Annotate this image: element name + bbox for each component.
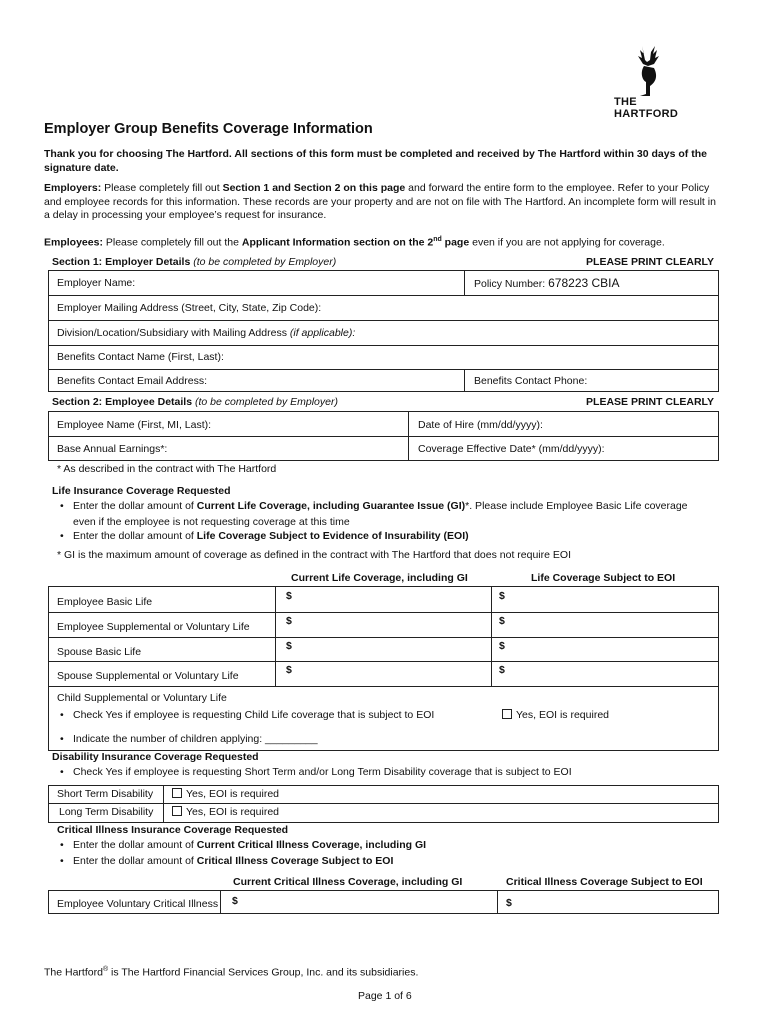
- employees-text-2: even if you are not applying for coverage.: [469, 236, 665, 249]
- section1-note: (to be completed by Employer): [193, 256, 337, 268]
- divider: [491, 586, 492, 686]
- page-title: Employer Group Benefits Coverage Information: [44, 121, 373, 137]
- coverage-effective-date-field[interactable]: Coverage Effective Date* (mm/dd/yyyy):: [418, 443, 605, 455]
- critical-b1a: Enter the dollar amount of: [73, 839, 197, 851]
- life-heading: Life Insurance Coverage Requested: [52, 485, 231, 497]
- short-term-disability-label: Short Term Disability: [57, 788, 154, 800]
- divider: [48, 803, 719, 804]
- divider: [497, 890, 498, 914]
- base-annual-earnings-field[interactable]: Base Annual Earnings*:: [57, 443, 168, 455]
- dollar-input[interactable]: $: [499, 590, 505, 602]
- page-number: Page 1 of 6: [358, 990, 412, 1002]
- employees-text-1: Please completely fill out the: [102, 236, 242, 249]
- division-field[interactable]: [57, 327, 355, 339]
- divider: [48, 612, 719, 613]
- employers-text-1: Please completely fill out: [101, 182, 223, 194]
- child-life-bullet-2[interactable]: • Indicate the number of children applying: _________: [73, 733, 318, 745]
- std-eoi-checkbox[interactable]: [172, 788, 279, 800]
- life-b2b: Life Coverage Subject to Evidence of Insurability (EOI): [196, 530, 469, 542]
- footer-b: is The Hartford Financial Services Group, Inc. and its subsidiaries.: [108, 966, 419, 979]
- divider: [48, 686, 719, 687]
- dollar-input[interactable]: $: [286, 590, 292, 602]
- life-row-spouse-supplemental: Spouse Supplemental or Voluntary Life: [57, 670, 239, 682]
- section2-heading: [52, 396, 338, 408]
- benefits-contact-email-field[interactable]: Benefits Contact Email Address:: [57, 375, 207, 387]
- life-bullet-2: [73, 530, 469, 542]
- disability-bullet: • Check Yes if employee is requesting Short Term and/or Long Term Disability coverage that is subject to EOI: [73, 766, 572, 778]
- life-b1a: Enter the dollar amount of: [73, 500, 197, 512]
- divider: [48, 369, 719, 370]
- footer-a: The Hartford: [44, 966, 103, 979]
- divider: [220, 890, 221, 914]
- life-row-employee-basic: Employee Basic Life: [57, 596, 153, 608]
- ltd-eoi-checkbox[interactable]: [172, 806, 279, 818]
- checkbox-icon: [172, 788, 182, 798]
- logo-line-1: THE: [614, 96, 637, 108]
- divider: [48, 661, 719, 662]
- logo-line-2: HARTFORD: [614, 108, 679, 120]
- employers-text-2: and forward the entire form to the employee. Refer to your Policy and employee records for this information. These records are your property and are not on file with The Hartford. An incomplete form will result in a delay in processing your employee’s request for insurance.: [44, 182, 716, 221]
- divider: [464, 369, 465, 392]
- benefits-contact-phone-field[interactable]: Benefits Contact Phone:: [474, 375, 588, 387]
- employees-bold: Applicant Information section on the 2: [241, 236, 434, 249]
- critical-row-label: Employee Voluntary Critical Illness: [57, 898, 219, 910]
- life-b1b: Current Life Coverage, including Guarantee Issue (GI): [196, 500, 466, 512]
- footer-reg: ®: [102, 966, 109, 973]
- gi-note: * GI is the maximum amount of coverage as defined in the contract with The Hartford that does not require EOI: [57, 549, 571, 561]
- division-label: Division/Location/Subsidiary with Mailing Address: [57, 327, 287, 339]
- life-table: [48, 586, 719, 751]
- divider: [163, 785, 164, 823]
- employers-instructions: [44, 182, 724, 223]
- employer-mailing-address-field[interactable]: Employer Mailing Address (Street, City, State, Zip Code):: [57, 302, 322, 314]
- life-row-employee-supplemental: Employee Supplemental or Voluntary Life: [57, 621, 250, 633]
- policy-number-field[interactable]: [474, 276, 620, 290]
- dollar-input[interactable]: $: [232, 895, 238, 907]
- std-eoi-label: Yes, EOI is required: [186, 788, 279, 800]
- life-row-spouse-basic: Spouse Basic Life: [57, 646, 142, 658]
- critical-b2b: Critical Illness Coverage Subject to EOI: [196, 855, 394, 867]
- checkbox-icon: [172, 806, 182, 816]
- date-of-hire-field[interactable]: Date of Hire (mm/dd/yyyy):: [418, 419, 543, 431]
- employees-lead: Employees:: [44, 236, 103, 249]
- section1-title: Section 1: Employer Details: [52, 256, 191, 268]
- divider: [275, 586, 276, 686]
- checkbox-icon: [502, 709, 512, 719]
- divider: [48, 320, 719, 321]
- ltd-eoi-label: Yes, EOI is required: [186, 806, 279, 818]
- critical-b1b: Current Critical Illness Coverage, including GI: [196, 839, 427, 851]
- employees-bold-2: page: [441, 236, 470, 249]
- child-eoi-checkbox[interactable]: [502, 709, 609, 721]
- divider: [48, 637, 719, 638]
- divider: [48, 345, 719, 346]
- employers-bold: Section 1 and Section 2 on this page: [222, 182, 406, 194]
- life-bullet-1: [73, 500, 688, 512]
- life-col-current: Current Life Coverage, including GI: [291, 572, 468, 584]
- dollar-input[interactable]: $: [286, 664, 292, 676]
- child-eoi-label: Yes, EOI is required: [516, 709, 609, 721]
- critical-col-current: Current Critical Illness Coverage, including GI: [233, 876, 463, 888]
- dollar-input[interactable]: $: [499, 664, 505, 676]
- section1-heading: [52, 256, 336, 268]
- division-note: (if applicable):: [289, 327, 356, 339]
- section1-print-clearly: PLEASE PRINT CLEARLY: [586, 256, 714, 268]
- benefits-contact-name-field[interactable]: Benefits Contact Name (First, Last):: [57, 351, 224, 363]
- footer-text: [44, 966, 418, 979]
- dollar-input[interactable]: $: [499, 640, 505, 652]
- intro-text: Thank you for choosing The Hartford. All sections of this form must be completed and received by The Hartford within 30 days of the signature date.: [44, 148, 707, 174]
- life-bullet-1-cont: even if the employee is not requesting coverage at this time: [73, 516, 350, 528]
- employers-lead: Employers:: [44, 182, 102, 194]
- section2-footnote: * As described in the contract with The Hartford: [57, 463, 277, 475]
- critical-bullet-1: [73, 839, 426, 851]
- dollar-input[interactable]: $: [499, 615, 505, 627]
- life-col-eoi: Life Coverage Subject to EOI: [531, 572, 676, 584]
- section2-print-clearly: PLEASE PRINT CLEARLY: [586, 396, 714, 408]
- critical-heading: Critical Illness Insurance Coverage Requested: [57, 824, 289, 836]
- child-life-title: Child Supplemental or Voluntary Life: [57, 692, 227, 704]
- divider: [408, 411, 409, 461]
- logo-wordmark: [614, 96, 678, 120]
- section2-note: (to be completed by Employer): [194, 396, 338, 408]
- dollar-input[interactable]: $: [286, 615, 292, 627]
- employer-name-field[interactable]: Employer Name:: [57, 277, 136, 289]
- dollar-input[interactable]: $: [286, 640, 292, 652]
- employees-instructions: [44, 233, 724, 250]
- life-b2a: Enter the dollar amount of: [73, 530, 197, 542]
- policy-number-value: 678223 CBIA: [548, 276, 620, 290]
- dollar-input[interactable]: $: [506, 897, 512, 909]
- child-life-bullet-1: • Check Yes if employee is requesting Child Life coverage that is subject to EOI: [73, 709, 434, 721]
- policy-number-label: Policy Number:: [474, 278, 546, 290]
- divider: [48, 436, 719, 437]
- life-b1c: *. Please include Employee Basic Life coverage: [465, 500, 688, 512]
- critical-b2a: Enter the dollar amount of: [73, 855, 197, 867]
- divider: [48, 295, 719, 296]
- critical-col-eoi: Critical Illness Coverage Subject to EOI: [506, 876, 703, 888]
- critical-bullet-2: [73, 855, 393, 867]
- disability-heading: Disability Insurance Coverage Requested: [52, 751, 259, 763]
- employees-sup: nd: [433, 236, 442, 243]
- long-term-disability-label: Long Term Disability: [59, 806, 154, 818]
- divider: [464, 270, 465, 295]
- employee-name-field[interactable]: Employee Name (First, MI, Last):: [57, 419, 212, 431]
- section2-title: Section 2: Employee Details: [52, 396, 193, 408]
